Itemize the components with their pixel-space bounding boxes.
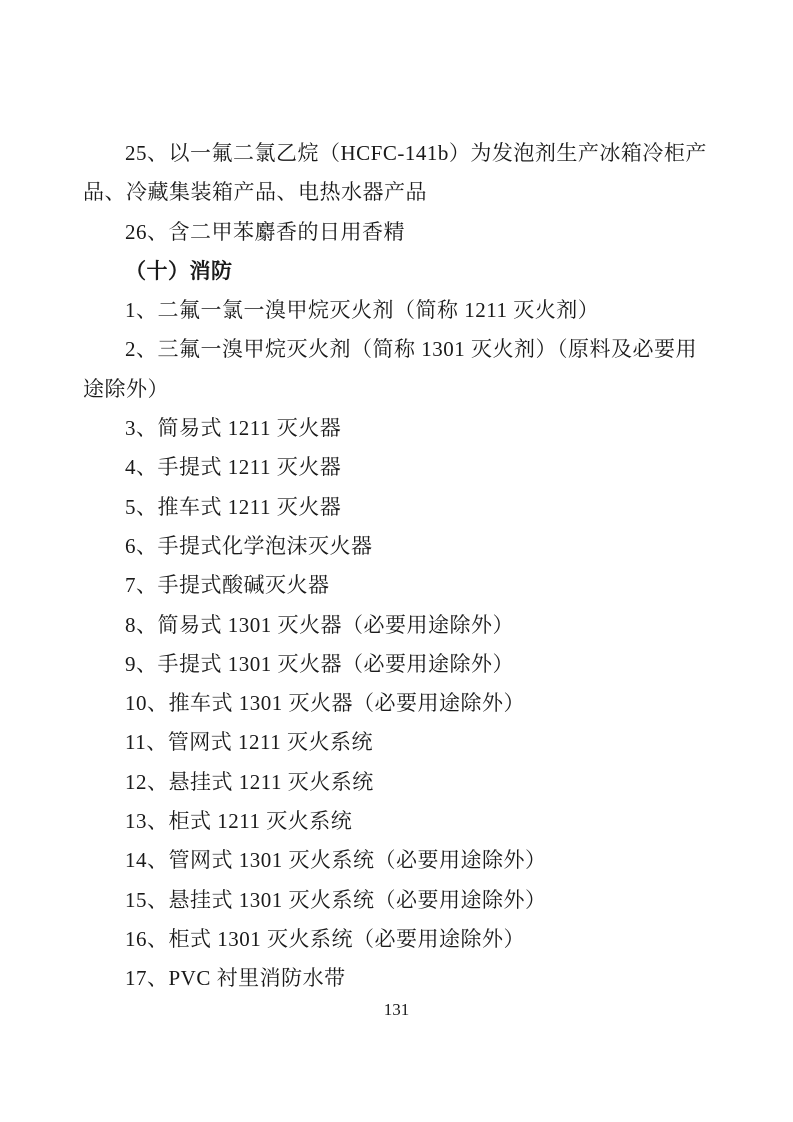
text-line: 12、悬挂式 1211 灭火系统 [125,769,374,794]
text-line: 6、手提式化学泡沫灭火器 [125,533,373,558]
text-line: 10、推车式 1301 灭火器（必要用途除外） [125,691,525,716]
text-line: 15、悬挂式 1301 灭火系统（必要用途除外） [125,887,547,912]
text-line: 25、以一氟二氯乙烷（HCFC-141b）为发泡剂生产冰箱冷柜产 [125,141,707,165]
text-line: 16、柜式 1301 灭火系统（必要用途除外） [125,926,525,951]
text-line: 5、推车式 1211 灭火器 [125,494,342,519]
text-line: 13、柜式 1211 灭火系统 [125,809,353,834]
text-line: 品、冷藏集装箱产品、电热水器产品 [83,180,427,205]
text-line: 17、PVC 衬里消防水带 [125,966,346,991]
text-line: 4、手提式 1211 灭火器 [125,455,342,480]
page-number: 131 [383,1000,410,1019]
section-heading: （十）消防 [125,258,233,283]
text-line: 14、管网式 1301 灭火系统（必要用途除外） [125,848,547,873]
text-line: 途除外） [83,376,169,401]
text-line: 26、含二甲苯麝香的日用香精 [125,219,405,244]
text-line: 8、简易式 1301 灭火器（必要用途除外） [125,612,514,637]
text-line: 11、管网式 1211 灭火系统 [125,730,373,755]
text-line: 9、手提式 1301 灭火器（必要用途除外） [125,651,514,676]
text-line: 2、三氟一溴甲烷灭火剂（简称 1301 灭火剂）（原料及必要用 [125,337,697,362]
text-line: 3、简易式 1211 灭火器 [125,416,342,441]
text-line: 7、手提式酸碱灭火器 [125,573,330,598]
text-line: 1、二氟一氯一溴甲烷灭火剂（简称 1211 灭火剂） [125,298,600,323]
document-body [83,134,710,999]
